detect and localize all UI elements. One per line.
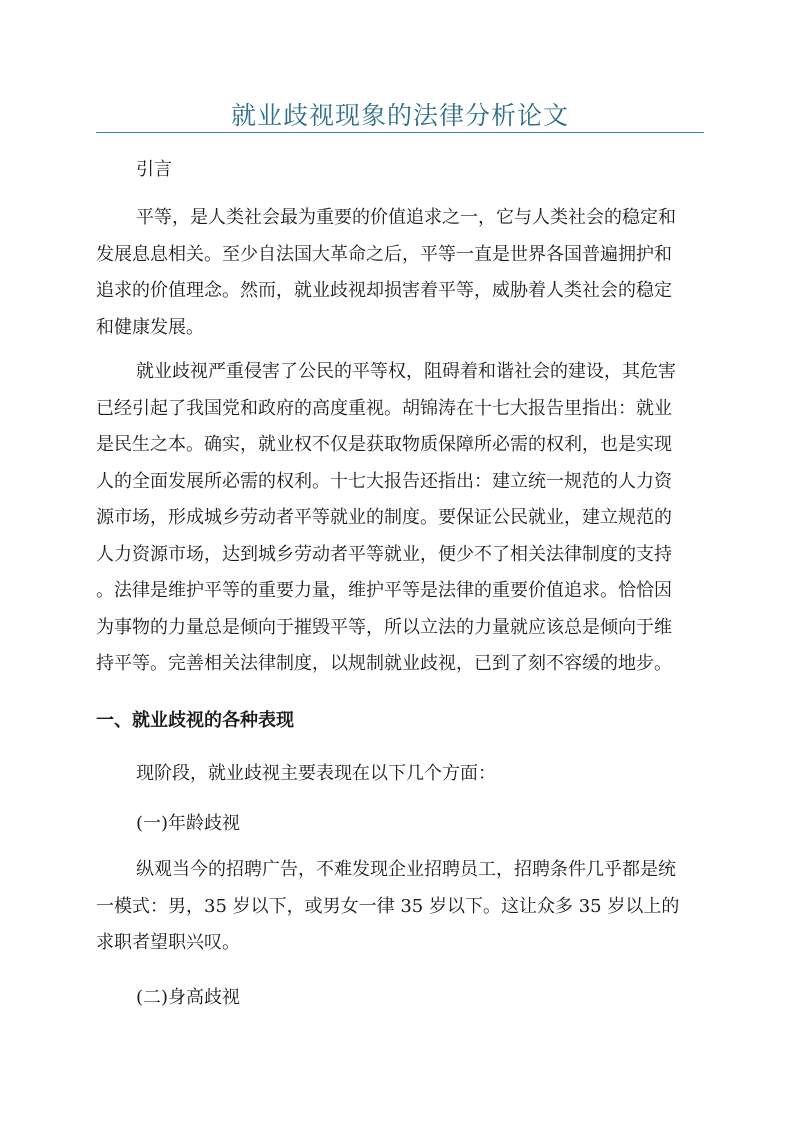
paragraph-line: 。法律是维护平等的重要力量，维护平等是法律的重要价值追求。恰恰因 (96, 580, 672, 601)
intro-label: 引言 (136, 159, 172, 180)
paragraph-3 (96, 852, 704, 962)
paragraph-line: 求职者望职兴叹。 (96, 932, 240, 953)
paragraph-line: 是民生之本。确实，就业权不仅是获取物质保障所必需的权利，也是实现 (96, 434, 672, 455)
paragraph-line: 平等，是人类社会最为重要的价值追求之一，它与人类社会的稳定和 (136, 207, 676, 228)
paragraph-line: 一模式：男，35 岁以下，或男女一律 35 岁以下。这让众多 35 岁以上的 (96, 895, 680, 917)
paragraph-line: 发展息息相关。至少自法国大革命之后，平等一直是世界各国普遍拥护和 (96, 243, 672, 265)
paragraph-1 (96, 200, 704, 346)
paragraph-line: 就业歧视严重侵害了公民的平等权，阻碍着和谐社会的建设，其危害 (136, 361, 676, 382)
paragraph-line: 源市场，形成城乡劳动者平等就业的制度。要保证公民就业，建立规范的 (96, 507, 672, 528)
section-heading-1: 一、就业歧视的各种表现 (96, 710, 294, 731)
paragraph-line: 人力资源市场，达到城乡劳动者平等就业，便少不了相关法律制度的支持 (96, 543, 672, 565)
title-underline (96, 132, 704, 133)
document-title: 就业歧视现象的法律分析论文 (230, 101, 569, 130)
subsection-heading-1: (一)年龄歧视 (136, 813, 241, 834)
subsection-heading-2: (二)身高歧视 (136, 987, 241, 1008)
paragraph-line: 人的全面发展所必需的权利。十七大报告还指出：建立统一规范的人力资 (96, 470, 672, 492)
section-1-intro: 现阶段，就业歧视主要表现在以下几个方面： (136, 763, 496, 784)
paragraph-line: 持平等。完善相关法律制度，以规制就业歧视，已到了刻不容缓的地步。 (96, 653, 672, 674)
paragraph-line: 已经引起了我国党和政府的高度重视。胡锦涛在十七大报告里指出：就业 (96, 397, 672, 419)
paragraph-line: 纵观当今的招聘广告，不难发现企业招聘员工，招聘条件几乎都是统 (136, 859, 676, 880)
paragraph-2 (96, 354, 704, 683)
paragraph-line: 为事物的力量总是倾向于摧毁平等，所以立法的力量就应该总是倾向于维 (96, 616, 672, 638)
paragraph-line: 追求的价值理念。然而，就业歧视却损害着平等，威胁着人类社会的稳定 (96, 280, 672, 301)
paragraph-line: 和健康发展。 (96, 316, 204, 338)
